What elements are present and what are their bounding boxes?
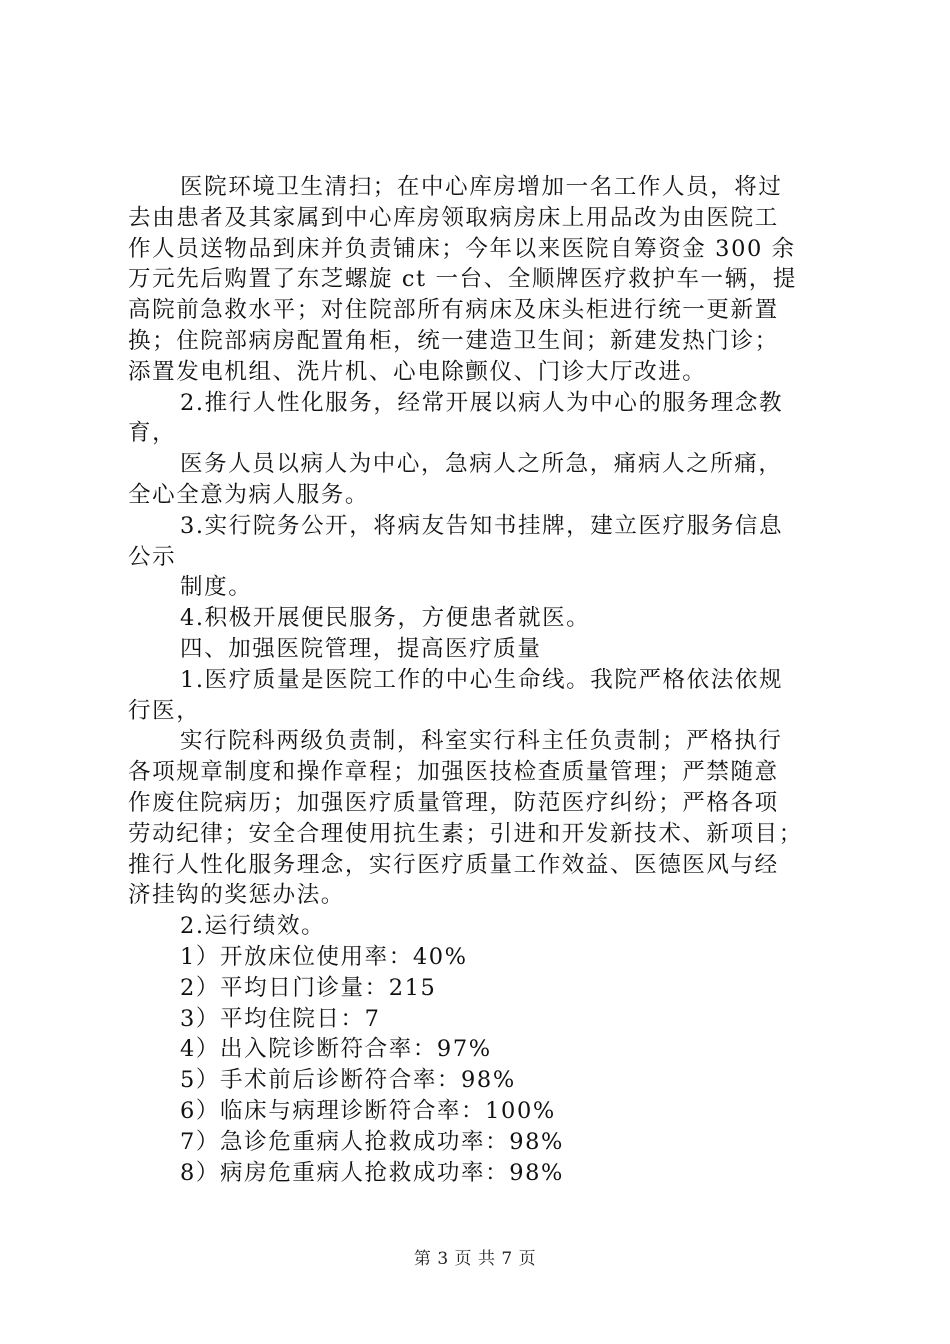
text-line: 1.医疗质量是医院工作的中心生命线。我院严格依法依规 (180, 666, 784, 693)
metric-item: 6）临床与病理诊断符合率：100% (180, 1097, 556, 1124)
text-line: 3.实行院务公开，将病友告知书挂牌，建立医疗服务信息 (180, 512, 784, 539)
metric-item: 5）手术前后诊断符合率：98% (180, 1067, 516, 1094)
text-line: 万元先后购置了东芝螺旋 ct 一台、全顺牌医疗救护车一辆，提 (128, 266, 797, 293)
metric-item: 1）开放床位使用率：40% (180, 943, 468, 970)
text-line: 2.推行人性化服务，经常开展以病人为中心的服务理念教 (180, 389, 784, 416)
text-line: 各项规章制度和操作章程；加强医技检查质量管理；严禁随意 (128, 759, 779, 786)
page-number-footer: 第 3 页 共 7 页 (413, 1249, 537, 1269)
text-line: 作人员送物品到床并负责铺床；今年以来医院自筹资金 300 余 (128, 235, 796, 262)
text-line: 实行院科两级负责制，科室实行科主任负责制；严格执行 (180, 728, 783, 755)
text-line: 换；住院部病房配置角柜，统一建造卫生间；新建发热门诊； (128, 327, 779, 354)
text-line: 2.运行绩效。 (180, 913, 326, 940)
text-line: 作废住院病历；加强医疗质量管理，防范医疗纠纷；严格各项 (128, 789, 779, 816)
text-line: 高院前急救水平；对住院部所有病床及床头柜进行统一更新置 (128, 297, 779, 324)
metric-item: 4）出入院诊断符合率：97% (180, 1036, 492, 1063)
text-line: 济挂钩的奖惩办法。 (128, 882, 345, 909)
metric-item: 3）平均住院日：7 (180, 1005, 381, 1032)
text-line: 添置发电机组、洗片机、心电除颤仪、门诊大厅改进。 (128, 358, 707, 385)
text-line: 推行人性化服务理念，实行医疗质量工作效益、医德医风与经 (128, 851, 779, 878)
text-line: 制度。 (180, 574, 253, 601)
text-line: 全心全意为病人服务。 (128, 481, 370, 508)
text-line: 医院环境卫生清扫；在中心库房增加一名工作人员，将过 (180, 174, 783, 200)
metric-item: 7）急诊危重病人抢救成功率：98% (180, 1128, 565, 1155)
text-line: 行医， (128, 697, 201, 724)
text-line: 劳动纪律；安全合理使用抗生素；引进和开发新技术、新项目； (128, 820, 803, 847)
text-line: 去由患者及其家属到中心库房领取病房床上用品改为由医院工 (128, 204, 779, 231)
text-line: 4.积极开展便民服务，方便患者就医。 (180, 605, 591, 632)
text-line: 育， (128, 420, 177, 447)
body-text (128, 172, 848, 1188)
metric-item: 2）平均日门诊量：215 (180, 974, 437, 1001)
metric-item: 8）病房危重病人抢救成功率：98% (180, 1159, 565, 1186)
section-heading: 四、加强医院管理，提高医疗质量 (180, 635, 542, 662)
text-line: 医务人员以病人为中心，急病人之所急，痛病人之所痛， (180, 451, 783, 478)
text-line: 公示 (128, 543, 177, 570)
